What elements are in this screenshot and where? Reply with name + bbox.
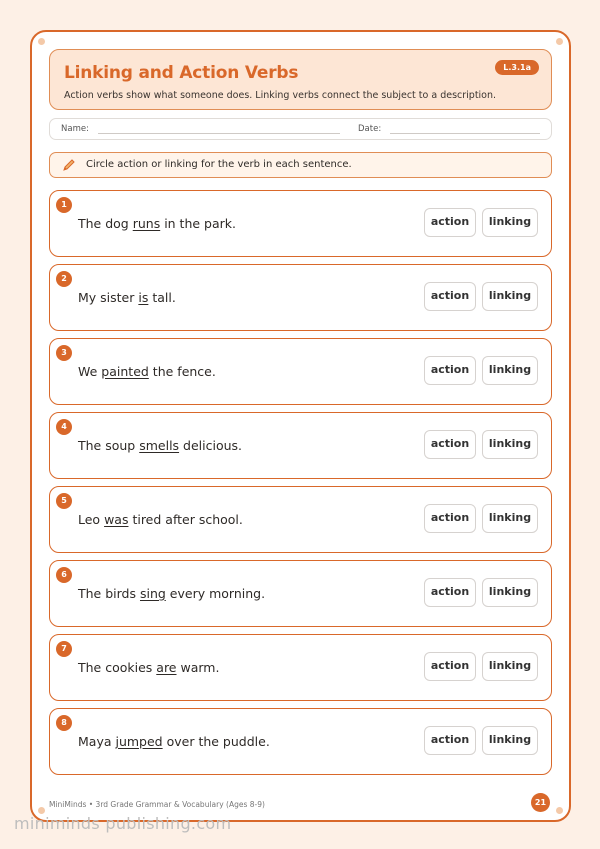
action-option[interactable]: action [424, 430, 476, 459]
sentence-after: delicious. [179, 438, 243, 453]
question-number: 5 [56, 493, 72, 509]
sentence [78, 512, 243, 527]
action-option[interactable]: action [424, 282, 476, 311]
worksheet-page [30, 30, 571, 822]
linking-option[interactable]: linking [482, 726, 538, 755]
question-item [49, 486, 552, 553]
action-option[interactable]: action [424, 356, 476, 385]
page-number: 21 [531, 793, 550, 812]
sentence-after: in the park. [160, 216, 236, 231]
sentence [78, 586, 265, 601]
question-number: 2 [56, 271, 72, 287]
sentence-after: the fence. [148, 364, 216, 379]
sentence [78, 364, 216, 379]
action-option[interactable]: action [424, 504, 476, 533]
sentence-before: Maya [78, 734, 116, 749]
watermark: miniminds publishing.com [14, 814, 232, 833]
question-item [49, 190, 552, 257]
name-field[interactable] [98, 133, 340, 134]
corner-dot [556, 807, 563, 814]
sentence [78, 290, 176, 305]
underlined-verb: sing [139, 586, 166, 601]
sentence-after: tired after school. [128, 512, 243, 527]
linking-option[interactable]: linking [482, 578, 538, 607]
sentence-before: Leo [78, 512, 105, 527]
sentence-before: The soup [78, 438, 140, 453]
corner-dot [38, 38, 45, 45]
sentence-before: We [78, 364, 102, 379]
question-number: 1 [56, 197, 72, 213]
question-number: 3 [56, 345, 72, 361]
question-item [49, 708, 552, 775]
linking-option[interactable]: linking [482, 356, 538, 385]
corner-dot [38, 807, 45, 814]
sentence [78, 734, 270, 749]
sentence [78, 660, 219, 675]
sentence [78, 216, 236, 231]
sentence-after: over the puddle. [162, 734, 270, 749]
standard-badge: L.3.1a [495, 60, 539, 75]
linking-option[interactable]: linking [482, 504, 538, 533]
page-title: Linking and Action Verbs [64, 63, 299, 83]
sentence-before: The cookies [78, 660, 157, 675]
linking-option[interactable]: linking [482, 282, 538, 311]
underlined-verb: painted [101, 364, 149, 379]
date-field[interactable] [390, 133, 540, 134]
action-option[interactable]: action [424, 652, 476, 681]
underlined-verb: is [138, 290, 149, 305]
question-item [49, 560, 552, 627]
action-option[interactable]: action [424, 578, 476, 607]
footer-text: MiniMinds • 3rd Grade Grammar & Vocabulary (Ages 8-9) [49, 800, 265, 809]
page-subtitle: Action verbs show what someone does. Linking verbs connect the subject to a description. [64, 90, 497, 101]
question-item [49, 412, 552, 479]
sentence-before: My sister [78, 290, 139, 305]
action-option[interactable]: action [424, 726, 476, 755]
linking-option[interactable]: linking [482, 208, 538, 237]
instruction-text: Circle action or linking for the verb in each sentence. [86, 159, 352, 170]
sentence-before: The dog [78, 216, 133, 231]
sentence [78, 438, 242, 453]
underlined-verb: runs [132, 216, 161, 231]
question-number: 4 [56, 419, 72, 435]
underlined-verb: smells [139, 438, 180, 453]
underlined-verb: jumped [115, 734, 163, 749]
linking-option[interactable]: linking [482, 430, 538, 459]
pencil-icon [62, 158, 76, 172]
question-item [49, 634, 552, 701]
sentence-before: The birds [78, 586, 140, 601]
linking-option[interactable]: linking [482, 652, 538, 681]
question-number: 6 [56, 567, 72, 583]
instruction-box [49, 152, 552, 178]
sentence-after: warm. [176, 660, 220, 675]
question-item [49, 264, 552, 331]
name-label: Name: [61, 124, 89, 134]
underlined-verb: was [104, 512, 129, 527]
sentence-after: every morning. [165, 586, 266, 601]
underlined-verb: are [156, 660, 177, 675]
corner-dot [556, 38, 563, 45]
sentence-after: tall. [148, 290, 176, 305]
worksheet-header [49, 49, 552, 110]
question-item [49, 338, 552, 405]
question-number: 7 [56, 641, 72, 657]
action-option[interactable]: action [424, 208, 476, 237]
question-number: 8 [56, 715, 72, 731]
date-label: Date: [358, 124, 382, 134]
name-date-bar [49, 118, 552, 140]
